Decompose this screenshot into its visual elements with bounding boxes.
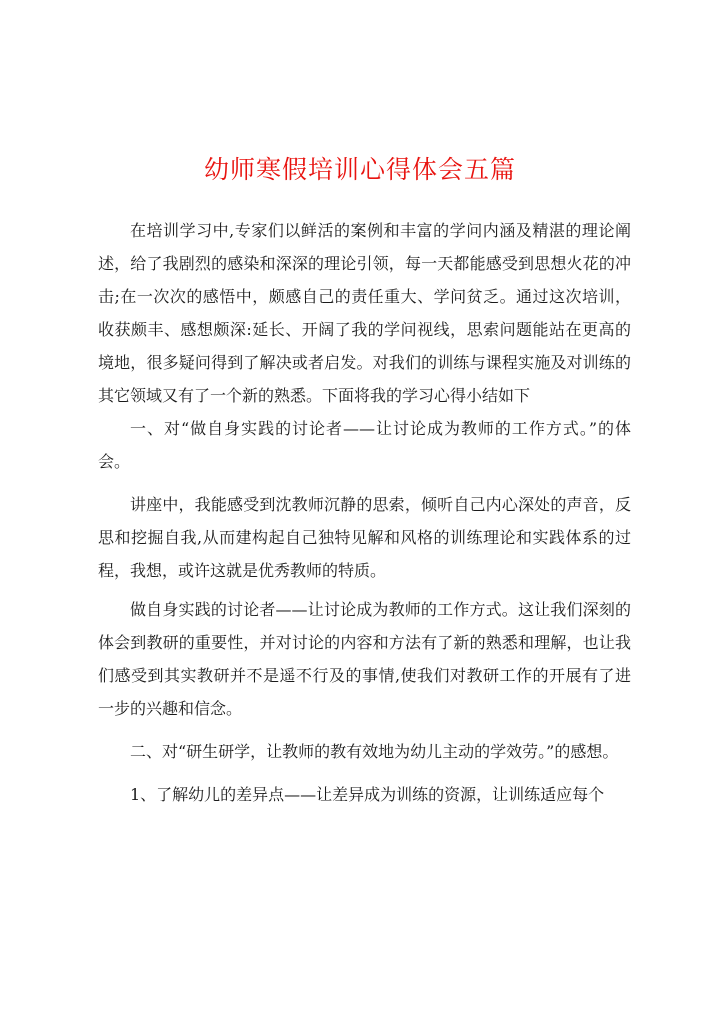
document-body (98, 214, 631, 811)
paragraph-point-one: 1、了解幼儿的差异点——让差异成为训练的资源，让训练适应每个 (130, 785, 605, 804)
paragraph-section-two-heading: 二、对“研生研学，让教师的教有效地为幼儿主动的学效劳。”的感想。 (130, 742, 619, 761)
paragraph-section-one-heading: 一、对“做自身实践的讨论者——让讨论成为教师的工作方式。”的体会。 (98, 419, 631, 471)
document-title: 幼师寒假培训心得体会五篇 (203, 155, 516, 184)
paragraph-lecture-reflection: 讲座中，我能感受到沈教师沉静的思索，倾听自己内心深处的声音，反思和挖掘自我,从而建构起自己独特见解和风格的训练理论和实践体系的过程，我想，或许这就是优秀教师的特质。 (98, 495, 631, 580)
paragraph-intro: 在培训学习中,专家们以鲜活的案例和丰富的学问内涵及精湛的理论阐述，给了我剧烈的感染和深深的理论引领，每一天都能感受到思想火花的冲击;在一次次的感悟中，颇感自己的责任重大、学问贫乏。通过这次培训，收获颇丰、感想颇深:延长、开阔了我的学问视线，思索问题能站在更高的境地，很多疑问得到了解决或者启发。对我们的训练与课程实施及对训练的其它领域又有了一个新的熟悉。下面将我的学习心得小结如下 (98, 221, 631, 405)
paragraph-research-practice: 做自身实践的讨论者——让讨论成为教师的工作方式。这让我们深刻的体会到教研的重要性，并对讨论的内容和方法有了新的熟悉和理解，也让我们感受到其实教研并不是遥不行及的事情,使我们对教研工作的开展有了进一步的兴趣和信念。 (98, 600, 631, 718)
